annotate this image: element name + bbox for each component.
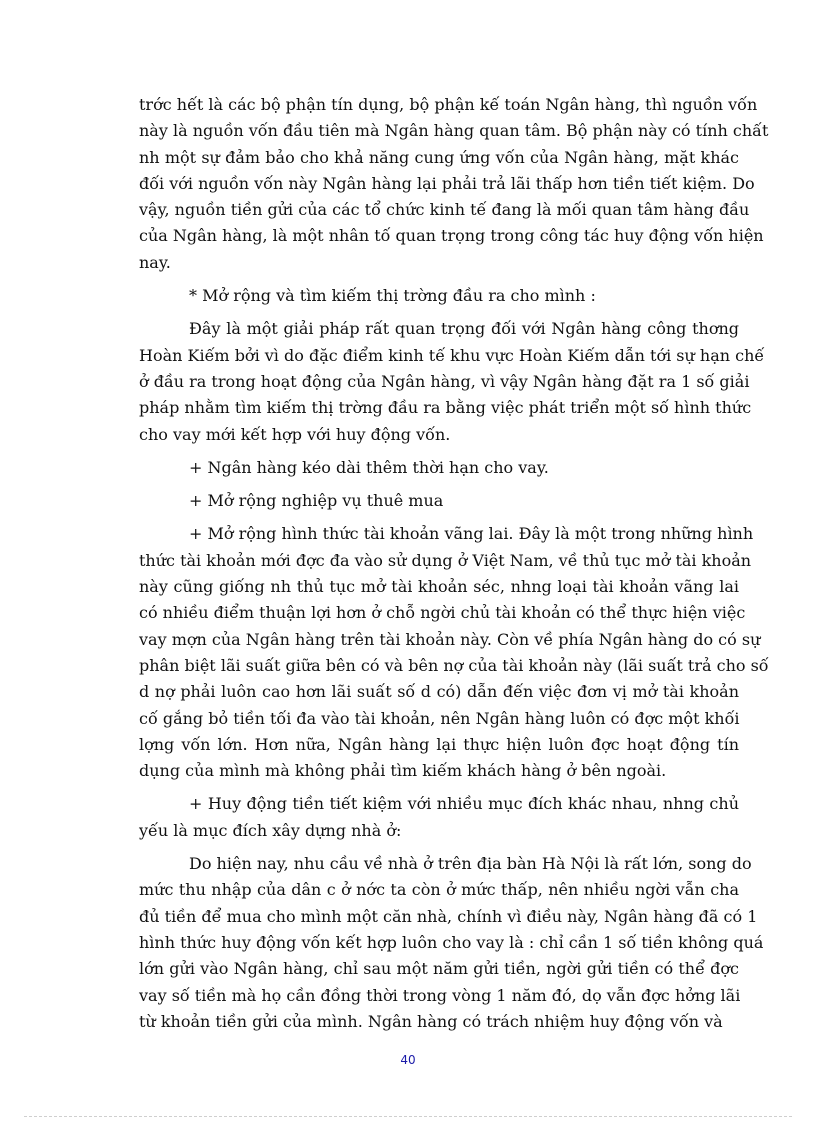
paragraph (139, 283, 739, 309)
text-line: * Mở rộng và tìm kiếm thị trờng đầu ra cho mình : (189, 286, 596, 306)
text-line: + Mở rộng nghiệp vụ thuê mua (189, 491, 444, 511)
text-line: cố gắng bỏ tiền tối đa vào tài khoản, nên Ngân hàng luôn có đợc một khối (139, 708, 740, 728)
text-line: cho vay mới kết hợp với huy động vốn. (139, 424, 451, 444)
text-line: + Huy động tiền tiết kiệm với nhiều mục đích khác nhau, nhng chủ (189, 794, 739, 814)
text-line: dụng của mình mà không phải tìm kiếm khách hàng ở bên ngoài. (139, 761, 667, 781)
text-line: + Ngân hàng kéo dài thêm thời hạn cho vay. (189, 457, 549, 477)
text-line: + Mở rộng hình thức tài khoản vãng lai. Đây là một trong những hình (189, 524, 754, 544)
text-line: Hoàn Kiếm bởi vì do đặc điểm kinh tế khu vực Hoàn Kiếm dẫn tới sự hạn chế (139, 345, 765, 365)
paragraph (139, 92, 769, 276)
text-line: từ khoản tiền gửi của mình. Ngân hàng có trách nhiệm huy động vốn và (139, 1011, 723, 1031)
text-line: vậy, nguồn tiền gửi của các tổ chức kinh tế đang là mối quan tâm hàng đầu (139, 200, 750, 220)
text-line: lớn gửi vào Ngân hàng, chỉ sau một năm gửi tiền, ngời gửi tiền có thể đợc (139, 959, 739, 979)
text-line: vay số tiền mà họ cần đồng thời trong vòng 1 năm đó, dọ vẫn đợc hởng lãi (139, 985, 741, 1005)
paragraph (139, 851, 764, 1035)
text-line: thức tài khoản mới đợc đa vào sử dụng ở Việt Nam, về thủ tục mở tài khoản (139, 550, 752, 570)
document-body (139, 92, 769, 1042)
text-line: ở đầu ra trong hoạt động của Ngân hàng, vì vậy Ngân hàng đặt ra 1 số giải (139, 371, 750, 391)
text-line: phân biệt lãi suất giữa bên có và bên nợ của tài khoản này (lãi suất trả cho số (139, 655, 769, 675)
paragraph (139, 316, 765, 447)
paragraph (139, 791, 739, 844)
paragraph (139, 455, 739, 481)
page-bottom-divider (24, 1116, 792, 1117)
text-line: đủ tiền để mua cho mình một căn nhà, chính vì điều này, Ngân hàng đã có 1 (139, 906, 758, 926)
paragraph (139, 521, 769, 784)
text-line: đối với nguồn vốn này Ngân hàng lại phải trả lãi thấp hơn tiền tiết kiệm. Do (139, 173, 755, 193)
text-line: trớc hết là các bộ phận tín dụng, bộ phận kế toán Ngân hàng, thì nguồn vốn (139, 95, 758, 114)
text-line: này là nguồn vốn đầu tiên mà Ngân hàng quan tâm. Bộ phận này có tính chất (139, 121, 769, 141)
text-line: có nhiều điểm thuận lợi hơn ở chỗ ngời chủ tài khoản có thể thực hiện việc (139, 603, 746, 623)
text-line: d nợ phải luôn cao hơn lãi suất số d có) dẫn đến việc đơn vị mở tài khoản (139, 682, 739, 702)
text-line: của Ngân hàng, là một nhân tố quan trọng trong công tác huy động vốn hiện (139, 226, 764, 246)
page-number: 40 (400, 1053, 416, 1067)
text-line: Đây là một giải pháp rất quan trọng đối với Ngân hàng công thơng (189, 319, 739, 339)
text-line: vay mợn của Ngân hàng trên tài khoản này. Còn về phía Ngân hàng do có sự (139, 629, 761, 649)
text-line: nay. (139, 252, 171, 272)
text-line: này cũng giống nh thủ tục mở tài khoản séc, nhng loại tài khoản vãng lai (139, 577, 739, 597)
text-line: pháp nhằm tìm kiếm thị trờng đầu ra bằng việc phát triển một số hình thức (139, 398, 752, 418)
text-line: hình thức huy động vốn kết hợp luôn cho vay là : chỉ cần 1 số tiền không quá (139, 932, 764, 952)
text-line: mức thu nhập của dân c ở nớc ta còn ở mức thấp, nên nhiều ngời vẫn cha (139, 880, 739, 900)
text-line: nh một sự đảm bảo cho khả năng cung ứng vốn của Ngân hàng, mặt khác (139, 147, 739, 167)
text-line: Do hiện nay, nhu cầu về nhà ở trên địa bàn Hà Nội là rất lớn, song do (189, 854, 752, 874)
paragraph (139, 488, 739, 514)
text-line: lợng vốn lớn. Hơn nữa, Ngân hàng lại thực hiện luôn đợc hoạt động tín (139, 734, 739, 754)
text-line: yếu là mục đích xây dựng nhà ở: (139, 820, 402, 840)
